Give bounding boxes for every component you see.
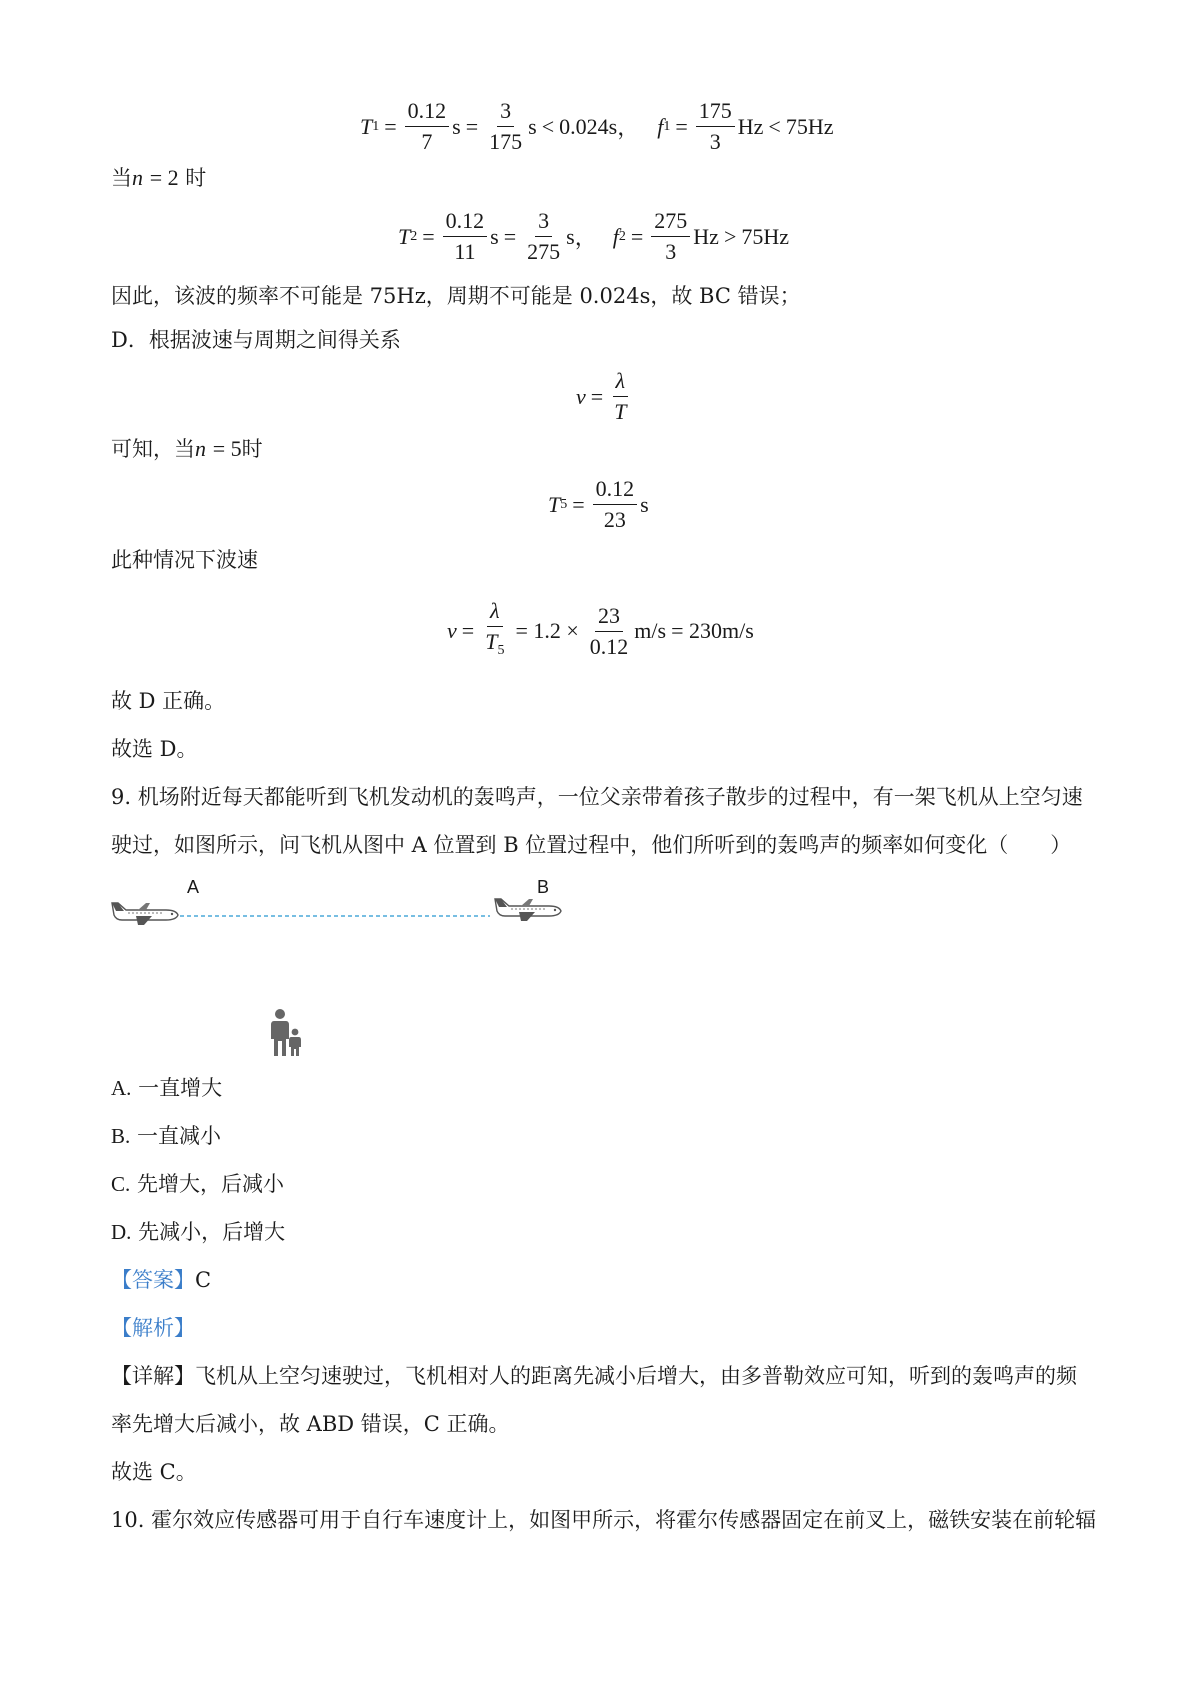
choose-c: 故选 C。	[111, 1460, 197, 1484]
choose-d: 故选 D。	[111, 737, 198, 761]
conclusion-bc: 因此，该波的频率不可能是 75Hz，周期不可能是 0.024s，故 BC 错误；	[111, 284, 801, 308]
d-correct: 故 D 正确。	[111, 689, 226, 713]
equation-period-n5: T 5 = $\frac{0.12}{23}$ s	[548, 476, 649, 532]
detail-line-1: 【详解】飞机从上空匀速驶过，飞机相对人的距离先减小后增大，由多普勒效应可知，听到的轰鸣声的频	[111, 1364, 1077, 1388]
detail-line-2: 率先增大后减小，故 ABD 错误，C 正确。	[111, 1412, 510, 1436]
equation-period-frequency-n1: T 1 = $\frac{0.12}{7}$ s = $\frac{3}{175}$ s < 0.024s ， f 1 = $\frac{175}{3}$ Hz < 75Hz	[360, 98, 834, 154]
airplane-figure-svg	[108, 868, 568, 1068]
case-speed: 此种情况下波速	[111, 548, 258, 572]
airplane-b-icon	[495, 899, 561, 921]
equation-wave-speed: v = $\frac{\lambda}{T}$	[576, 368, 627, 424]
equation-speed-result: v = $\frac{\lambda}{T_5}$ = 1.2 × $\frac{23}{0.12}$ m/s = 230m/s	[447, 598, 754, 659]
option-c: C. 先增大，后减小	[111, 1172, 284, 1196]
equation-period-frequency-n2: T 2 = $\frac{0.12}{11}$ s = $\frac{3}{275}$ s ， f 2 = $\frac{275}{3}$ Hz > 75Hz	[398, 208, 790, 264]
airplane-a-icon	[112, 903, 178, 925]
question-9-line-2: 驶过，如图所示，问飞机从图中 A 位置到 B 位置过程中，他们所听到的轰鸣声的频率如何变化（ ）	[111, 833, 1072, 857]
parent-child-icon	[271, 1009, 301, 1056]
figure-airplane-path	[108, 868, 568, 1068]
line-when-n-2: 当n = 2 时	[111, 165, 207, 190]
label-a: A	[187, 877, 200, 897]
option-b: B. 一直减小	[111, 1124, 221, 1148]
question-9-line-1: 9. 机场附近每天都能听到飞机发动机的轰鸣声，一位父亲带着孩子散步的过程中，有一架飞机从上空匀速	[111, 785, 1083, 809]
answer-line	[111, 1265, 211, 1295]
label-b: B	[537, 877, 550, 897]
line-when-n-5: 可知，当n = 5时	[111, 436, 263, 461]
option-d: D. 先减小，后增大	[111, 1220, 286, 1244]
option-d-intro: D．根据波速与周期之间得关系	[111, 328, 401, 352]
option-a: A. 一直增大	[111, 1076, 223, 1100]
answer-value: C	[195, 1268, 212, 1292]
analysis-tag: 【解析】	[111, 1316, 195, 1340]
answer-tag: 【答案】	[111, 1268, 195, 1292]
question-10-line-1: 10. 霍尔效应传感器可用于自行车速度计上，如图甲所示，将霍尔传感器固定在前叉上，磁铁安装在前轮辐	[111, 1508, 1097, 1532]
